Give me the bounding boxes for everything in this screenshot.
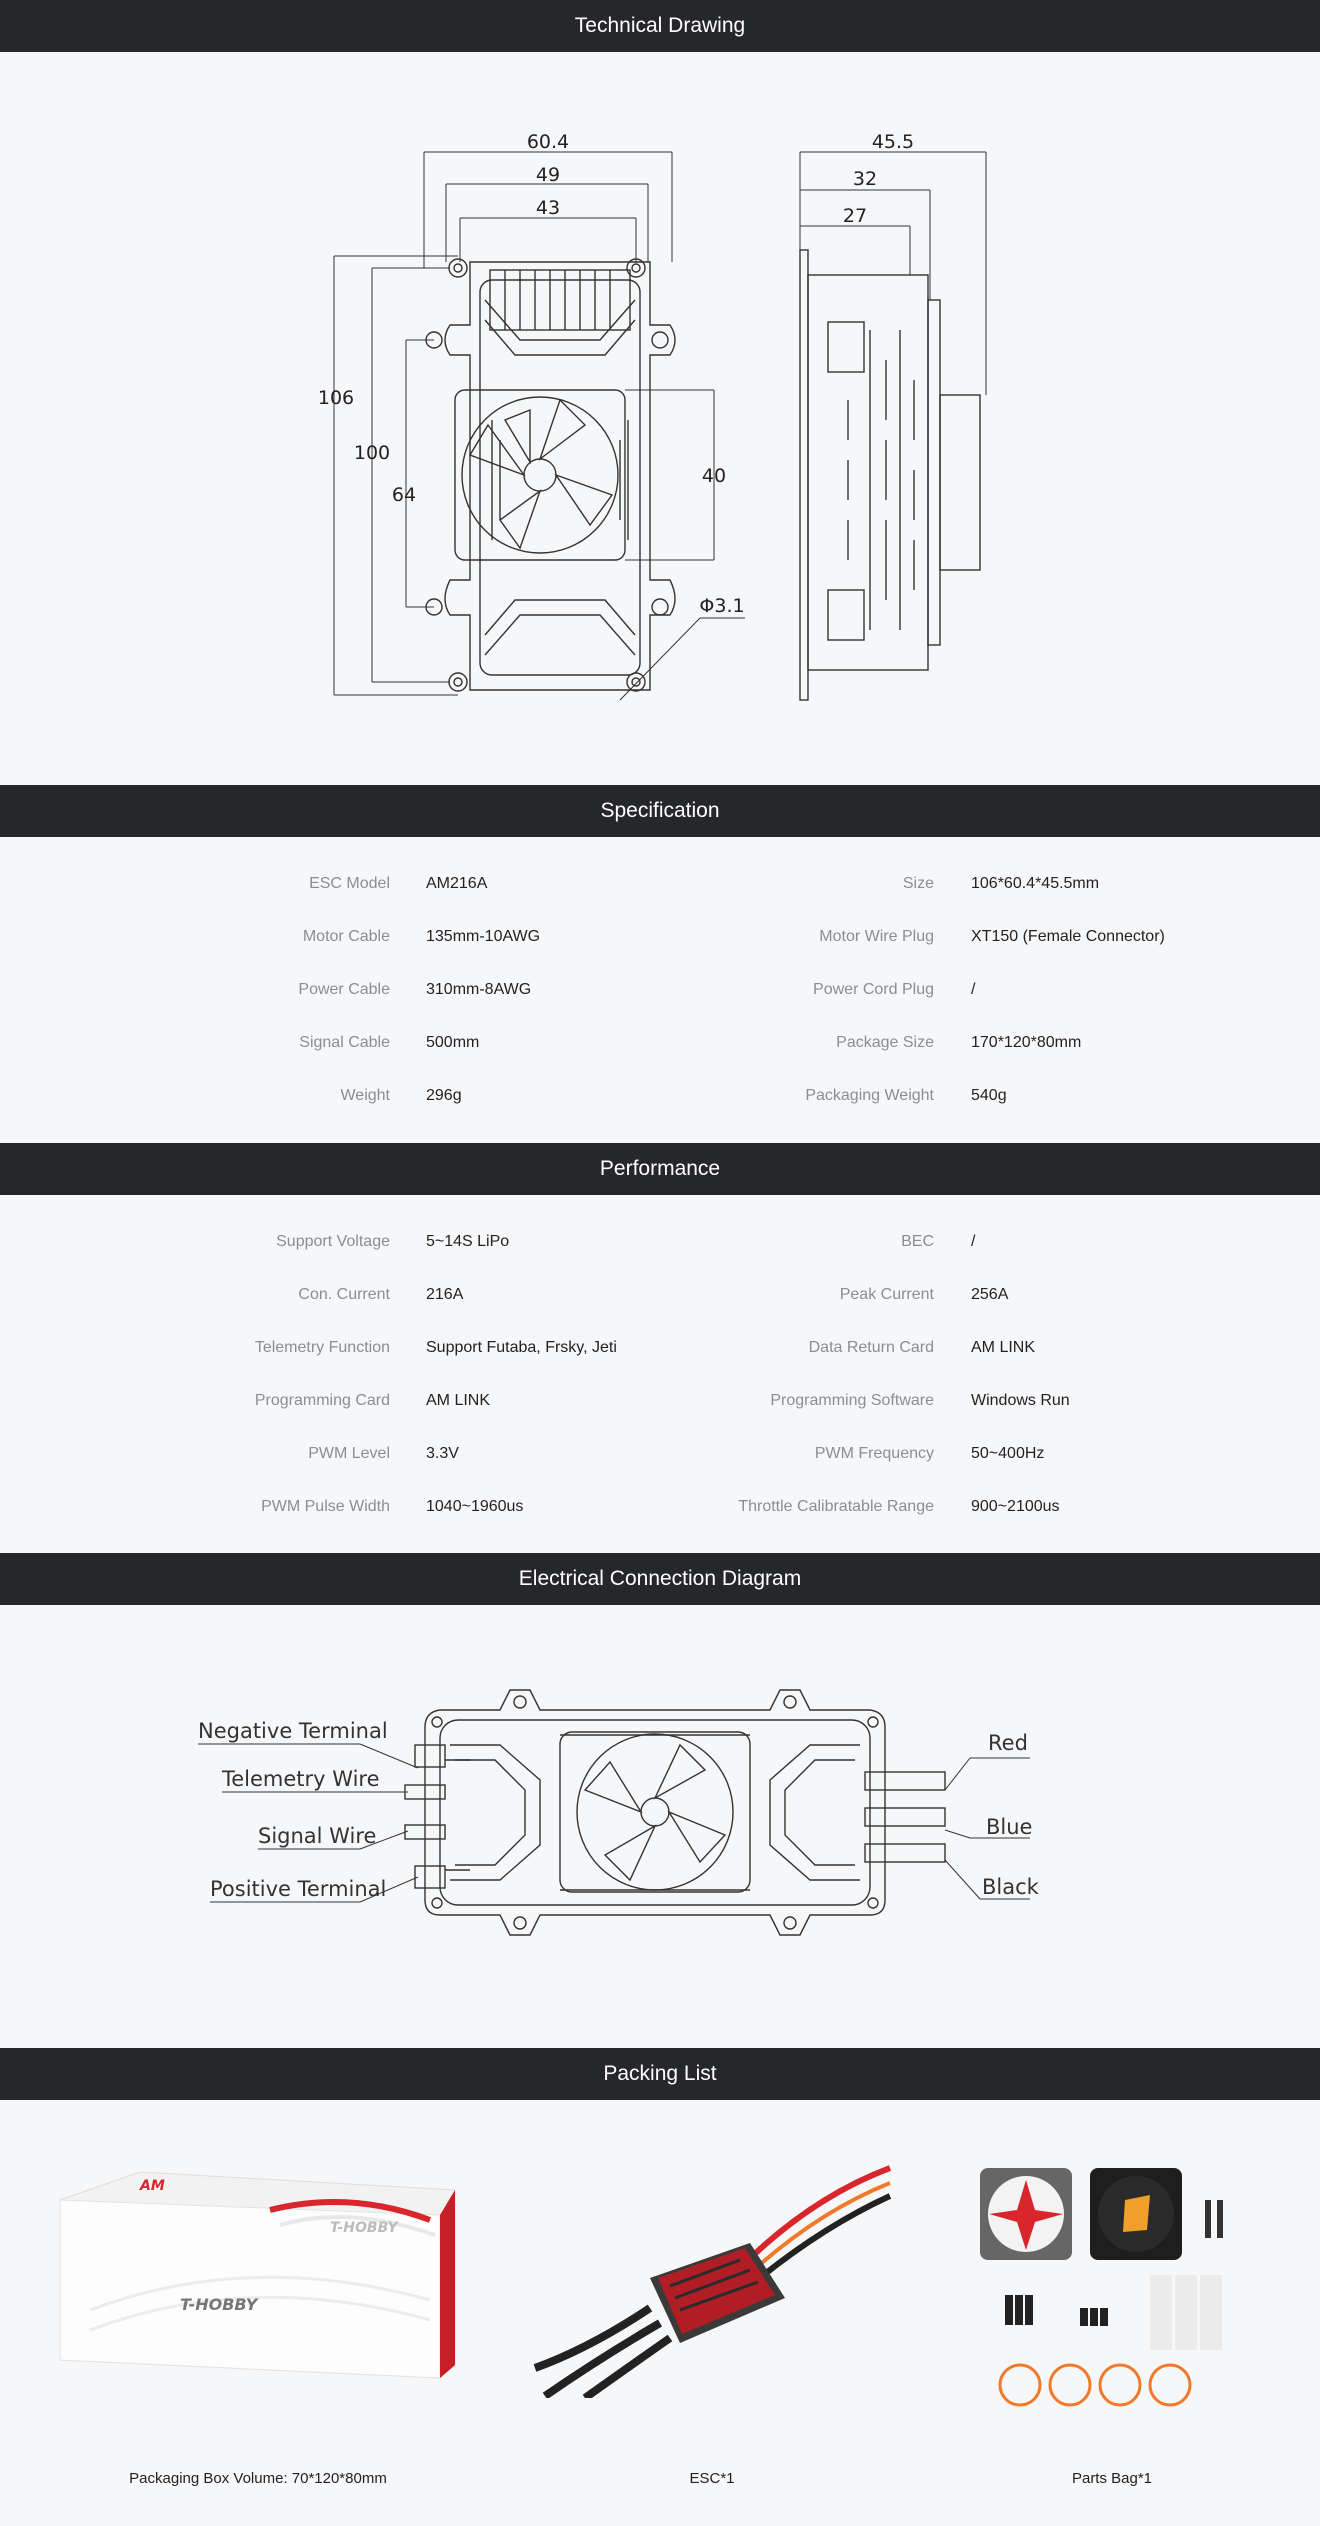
electrical-diagram <box>0 1605 1320 2048</box>
box-brand-logo: T-HOBBY <box>180 2295 258 2314</box>
spec-label: ESC Model <box>309 875 390 892</box>
spec-value: 296g <box>426 1087 462 1104</box>
packing-caption-parts: Parts Bag*1 <box>1071 2470 1153 2487</box>
perf-label: BEC <box>901 1233 934 1250</box>
perf-value: 900~2100us <box>971 1498 1060 1515</box>
packaging-box-image <box>50 2160 470 2420</box>
dim-width-overall: 60.4 <box>526 131 570 153</box>
technical-drawing <box>0 52 1320 785</box>
perf-value: AM LINK <box>971 1339 1036 1356</box>
spec-value: 106*60.4*45.5mm <box>971 875 1100 892</box>
perf-value: 256A <box>971 1286 1009 1303</box>
perf-label: PWM Frequency <box>814 1445 934 1462</box>
dim-hole-diameter: Φ3.1 <box>699 595 745 617</box>
dim-depth-overall: 45.5 <box>871 131 915 153</box>
spec-row <box>0 1081 1320 1111</box>
perf-value: 3.3V <box>426 1445 459 1462</box>
parts-bag-image <box>975 2160 1245 2410</box>
dim-depth-mid: 32 <box>852 168 878 190</box>
specification-table <box>0 837 1320 1143</box>
perf-row <box>0 1386 1320 1416</box>
section-header-performance: Performance <box>0 1143 1320 1195</box>
front-dimension-lines <box>334 152 745 700</box>
perf-row <box>0 1439 1320 1469</box>
perf-value: 216A <box>426 1286 464 1303</box>
spec-label: Packaging Weight <box>805 1087 934 1104</box>
spec-label: Package Size <box>836 1034 934 1051</box>
perf-label: PWM Pulse Width <box>261 1498 390 1515</box>
perf-row <box>0 1492 1320 1522</box>
spec-label: Power Cord Plug <box>813 981 934 998</box>
label-negative-terminal: Negative Terminal <box>198 1719 388 1743</box>
technical-drawing-svg <box>0 52 1320 785</box>
perf-value: / <box>971 1233 976 1250</box>
spec-value: AM216A <box>426 875 488 892</box>
spec-row <box>0 869 1320 899</box>
spec-row <box>0 975 1320 1005</box>
label-positive-terminal: Positive Terminal <box>210 1877 387 1901</box>
perf-label: Telemetry Function <box>254 1339 390 1356</box>
box-model-logo: AM <box>140 2178 165 2194</box>
perf-label: Data Return Card <box>808 1339 934 1356</box>
spec-value: 540g <box>971 1087 1007 1104</box>
esc-body-outline <box>425 1690 885 1935</box>
esc-fan <box>560 1732 750 1892</box>
spec-value: / <box>971 981 976 998</box>
performance-table <box>0 1195 1320 1553</box>
esc-product-image <box>530 2158 900 2398</box>
perf-label: Programming Software <box>770 1392 934 1409</box>
perf-value: AM LINK <box>426 1392 491 1409</box>
perf-value: 5~14S LiPo <box>426 1233 510 1250</box>
spec-label: Weight <box>340 1087 390 1104</box>
dim-height-holes: 100 <box>353 442 391 464</box>
perf-value: Windows Run <box>971 1392 1070 1409</box>
label-telemetry-wire: Telemetry Wire <box>222 1767 380 1791</box>
front-fins <box>490 270 630 330</box>
section-header-electrical: Electrical Connection Diagram <box>0 1553 1320 1605</box>
perf-label: Support Voltage <box>276 1233 390 1250</box>
spec-value: 500mm <box>426 1034 480 1051</box>
perf-row <box>0 1227 1320 1257</box>
perf-value: 50~400Hz <box>971 1445 1045 1462</box>
esc-ribs <box>450 1735 860 1890</box>
side-view <box>800 250 980 700</box>
spec-value: 170*120*80mm <box>971 1034 1082 1051</box>
perf-label: Programming Card <box>254 1392 390 1409</box>
label-red-wire: Red <box>988 1731 1028 1755</box>
perf-label: Throttle Calibratable Range <box>738 1498 934 1515</box>
spec-row <box>0 922 1320 952</box>
packing-list <box>0 2100 1320 2526</box>
perf-label: PWM Level <box>308 1445 390 1462</box>
perf-row <box>0 1333 1320 1363</box>
section-header-technical-drawing: Technical Drawing <box>0 0 1320 52</box>
dim-width-holes: 49 <box>535 164 561 186</box>
label-signal-wire: Signal Wire <box>258 1824 377 1848</box>
electrical-diagram-svg <box>0 1605 1320 2048</box>
dim-height-overall: 106 <box>317 387 355 409</box>
right-wires <box>865 1772 945 1862</box>
spec-label: Size <box>902 875 934 892</box>
spec-label: Signal Cable <box>299 1034 390 1051</box>
spec-label: Motor Wire Plug <box>819 928 934 945</box>
esc-mount-holes <box>432 1696 878 1929</box>
label-black-wire: Black <box>982 1875 1039 1899</box>
spec-label: Power Cable <box>298 981 390 998</box>
packing-caption-esc: ESC*1 <box>689 2470 735 2487</box>
section-header-specification: Specification <box>0 785 1320 837</box>
dim-fan: 40 <box>701 465 727 487</box>
spec-row <box>0 1028 1320 1058</box>
section-header-packing: Packing List <box>0 2048 1320 2100</box>
spec-value: XT150 (Female Connector) <box>971 928 1165 945</box>
perf-value: 1040~1960us <box>426 1498 524 1515</box>
dim-height-inner: 64 <box>391 484 417 506</box>
box-brand-logo-top: T-HOBBY <box>330 2220 398 2236</box>
perf-value: Support Futaba, Frsky, Jeti <box>426 1339 617 1356</box>
spec-value: 310mm-8AWG <box>426 981 532 998</box>
perf-label: Peak Current <box>839 1286 934 1303</box>
dim-width-inner: 43 <box>535 197 561 219</box>
spec-value: 135mm-10AWG <box>426 928 541 945</box>
front-ribs <box>485 300 635 655</box>
perf-label: Con. Current <box>298 1286 390 1303</box>
packing-caption-box: Packaging Box Volume: 70*120*80mm <box>129 2470 387 2487</box>
spec-label: Motor Cable <box>302 928 390 945</box>
perf-row <box>0 1280 1320 1310</box>
label-blue-wire: Blue <box>986 1815 1033 1839</box>
dim-depth-inner: 27 <box>842 205 868 227</box>
